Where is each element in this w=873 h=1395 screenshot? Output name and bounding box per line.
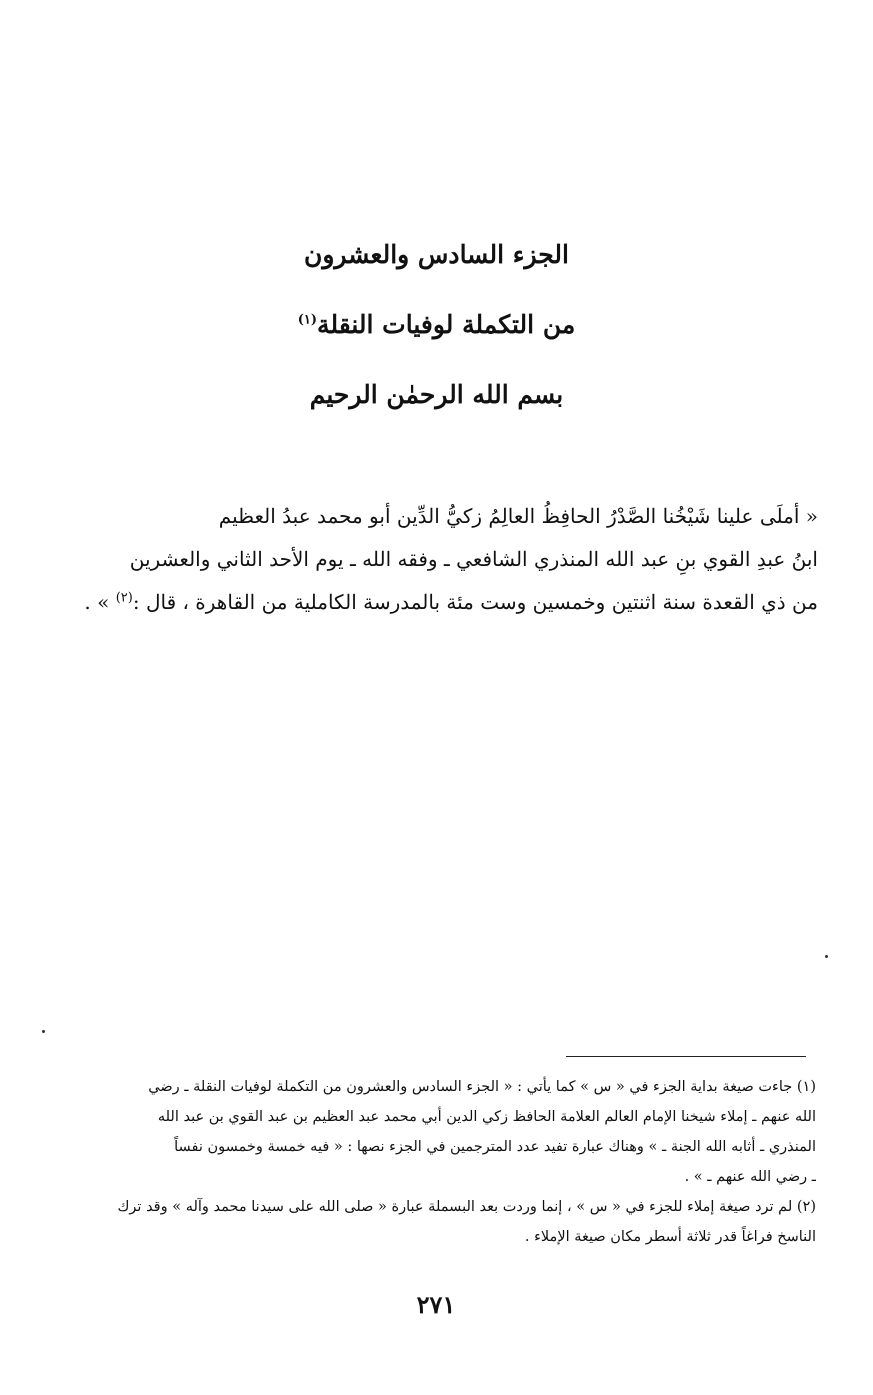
footnote-1 (42, 1072, 816, 1192)
part-title (40, 238, 833, 272)
footnote-1-line-3: المنذري ـ أثابه الله الجنة ـ » وهناك عبارة تفيد عدد المترجمين في الجزء نصها : « فيه خمسة وخمسون نفساً (174, 1139, 816, 1155)
paragraph-line-2: ابنُ عبدِ القوي بنِ عبد الله المنذري الشافعي ـ وفقه الله ـ يوم الأحد الثاني والعشرين (129, 547, 818, 571)
footnote-2-line-2: الناسخ فراغاً قدر ثلاثة أسطر مكان صيغة الإملاء . (524, 1229, 816, 1245)
footnote-1-text-1: جاءت صيغة بداية الجزء في « س » كما يأتي : « الجزء السادس والعشرون من التكملة لوفيات النقلة ـ رضي (148, 1079, 793, 1095)
scan-speck (825, 955, 828, 958)
footnote-2-text-1: لم ترد صيغة إملاء للجزء في « س » ، إنما وردت بعد البسملة عبارة « صلى الله على سيدنا محمد وآله » وقد ترك (117, 1199, 793, 1215)
footnote-2 (42, 1192, 816, 1252)
footnote-2-line-1 (42, 1192, 816, 1222)
part-title-text: الجزء السادس والعشرون (303, 240, 569, 269)
footnote-1-line-1 (42, 1072, 816, 1102)
footnote-1-line-2: الله عنهم ـ إملاء شيخنا الإمام العالم العلامة الحافظ زكي الدين أبي محمد عبد العظيم بن عبد القوي بن عبد الله (157, 1109, 816, 1125)
paragraph-line-1: « أملَى علينا شَيْخُنا الصَّدْرُ الحافِظُ العالِمُ زكيُّ الدِّين أبو محمد عبدُ العظيم (218, 504, 818, 528)
book-title-text: من التكملة لوفيات النقلة (317, 310, 576, 339)
footnotes-section (42, 1072, 816, 1252)
footnote-1-line-4: ـ رضي الله عنهم ـ » . (684, 1169, 816, 1185)
book-title (40, 308, 833, 342)
paragraph-line-3-text: من ذي القعدة سنة اثنتين وخمسين وست مئة بالمدرسة الكاملية من القاهرة ، قال : (132, 590, 818, 614)
closing-quote: » . (84, 590, 116, 614)
footnote-ref-2[interactable]: (٢) (115, 590, 133, 606)
footnote-2-marker: (٢) (796, 1199, 816, 1215)
basmala-text: بسم الله الرحمٰن الرحيم (309, 380, 564, 409)
main-paragraph (42, 495, 818, 624)
scan-speck (42, 1030, 45, 1033)
paragraph-line-3 (42, 581, 818, 624)
footnote-1-marker: (١) (796, 1079, 816, 1095)
page-number: ٢٧١ (416, 1290, 456, 1319)
footnote-ref-1[interactable]: (١) (297, 312, 318, 328)
basmala (40, 378, 833, 412)
footnote-separator (566, 1056, 806, 1057)
